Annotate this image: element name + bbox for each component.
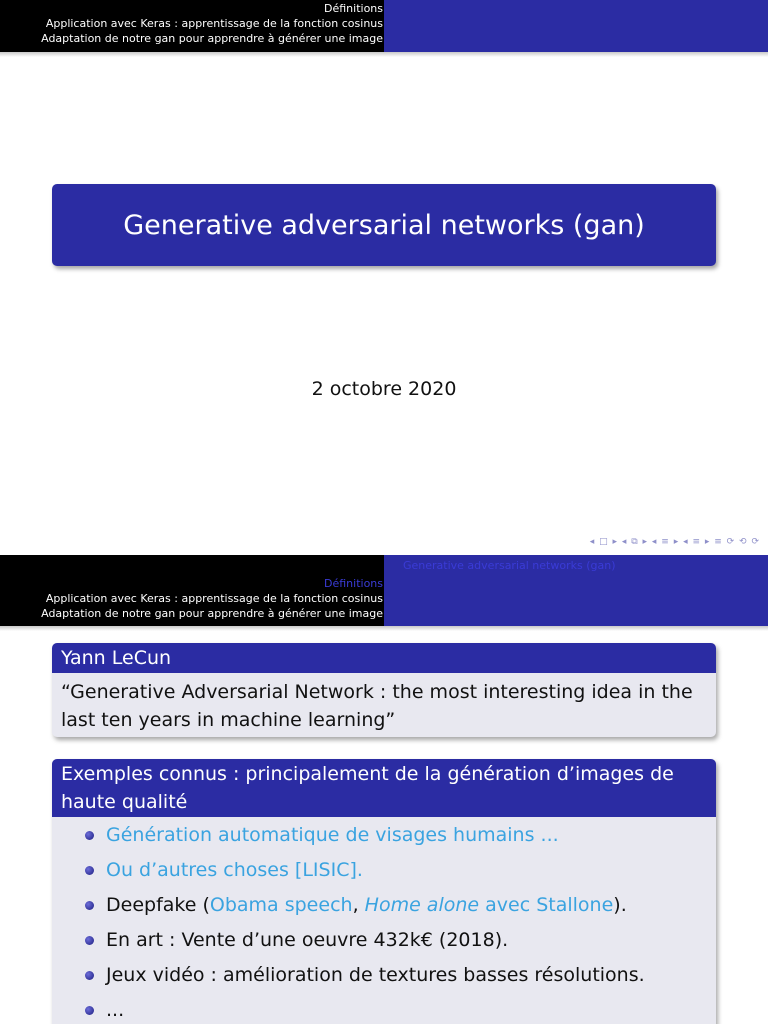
bullet-icon bbox=[85, 831, 94, 840]
list-item bbox=[52, 958, 716, 993]
nav-section-keras[interactable]: Application avec Keras : apprentissage de la fonction cosinus bbox=[45, 592, 383, 605]
section-navigation bbox=[0, 0, 384, 52]
nav-section-definitions[interactable]: Définitions bbox=[324, 2, 383, 15]
examples-block-title: Exemples connus : principalement de la génération d’images de haute qualité bbox=[52, 759, 716, 817]
header-shadow bbox=[0, 626, 768, 631]
title-box bbox=[52, 184, 716, 266]
link-stallone[interactable]: Stallone bbox=[536, 894, 614, 916]
quote-block-title: Yann LeCun bbox=[52, 643, 716, 673]
header-shadow bbox=[0, 52, 768, 57]
section-navigation bbox=[0, 555, 384, 626]
presentation-date: 2 octobre 2020 bbox=[311, 378, 457, 400]
ellipsis-item-text: ... bbox=[106, 999, 125, 1021]
list-item bbox=[52, 818, 716, 853]
art-item-text: En art : Vente d’une oeuvre 432k€ (2018). bbox=[106, 929, 509, 951]
nav-section-definitions[interactable]: Définitions bbox=[324, 577, 383, 590]
list-item bbox=[52, 888, 716, 923]
list-item bbox=[52, 853, 716, 888]
nav-section-adaptation[interactable]: Adaptation de notre gan pour apprendre à générer une image bbox=[41, 607, 383, 620]
examples-list bbox=[52, 817, 716, 1024]
header-right-bar bbox=[384, 555, 768, 626]
bullet-icon bbox=[85, 936, 94, 945]
deepfake-prefix: Deepfake ( bbox=[106, 894, 210, 916]
nav-section-adaptation[interactable]: Adaptation de notre gan pour apprendre à générer une image bbox=[41, 32, 383, 45]
header-right-bar bbox=[384, 0, 768, 52]
link-faces[interactable]: Génération automatique de visages humains ... bbox=[106, 824, 559, 846]
deepfake-suffix: ). bbox=[613, 894, 627, 916]
link-home-alone[interactable]: Home alone bbox=[364, 894, 480, 916]
list-item bbox=[52, 993, 716, 1024]
quote-text: “Generative Adversarial Network : the most interesting idea in the last ten years in machine learning” bbox=[61, 681, 693, 731]
presentation-title: Generative adversarial networks (gan) bbox=[123, 209, 645, 241]
videogames-item-text: Jeux vidéo : amélioration de textures basses résolutions. bbox=[106, 964, 645, 986]
link-obama-speech[interactable]: Obama speech bbox=[209, 894, 353, 916]
nav-section-keras[interactable]: Application avec Keras : apprentissage de la fonction cosinus bbox=[45, 17, 383, 30]
quote-block bbox=[52, 643, 716, 737]
bullet-icon bbox=[85, 866, 94, 875]
header-presentation-title[interactable]: Generative adversarial networks (gan) bbox=[403, 559, 616, 572]
bullet-icon bbox=[85, 971, 94, 980]
list-item bbox=[52, 923, 716, 958]
beamer-navigation-symbols[interactable]: ◂ □ ▸ ◂ ⧉ ▸ ◂ ≡ ▸ ◂ ≡ ▸ ≡ ⟳ ⟲ ⟳ bbox=[589, 537, 760, 547]
link-lisic[interactable]: Ou d’autres choses [LISIC]. bbox=[106, 859, 363, 881]
bullet-icon bbox=[85, 1006, 94, 1015]
deepfake-middle: avec bbox=[479, 894, 537, 916]
content-slide bbox=[0, 555, 768, 1024]
bullet-icon bbox=[85, 901, 94, 910]
examples-block bbox=[52, 759, 716, 1024]
deepfake-separator: , bbox=[352, 894, 365, 916]
